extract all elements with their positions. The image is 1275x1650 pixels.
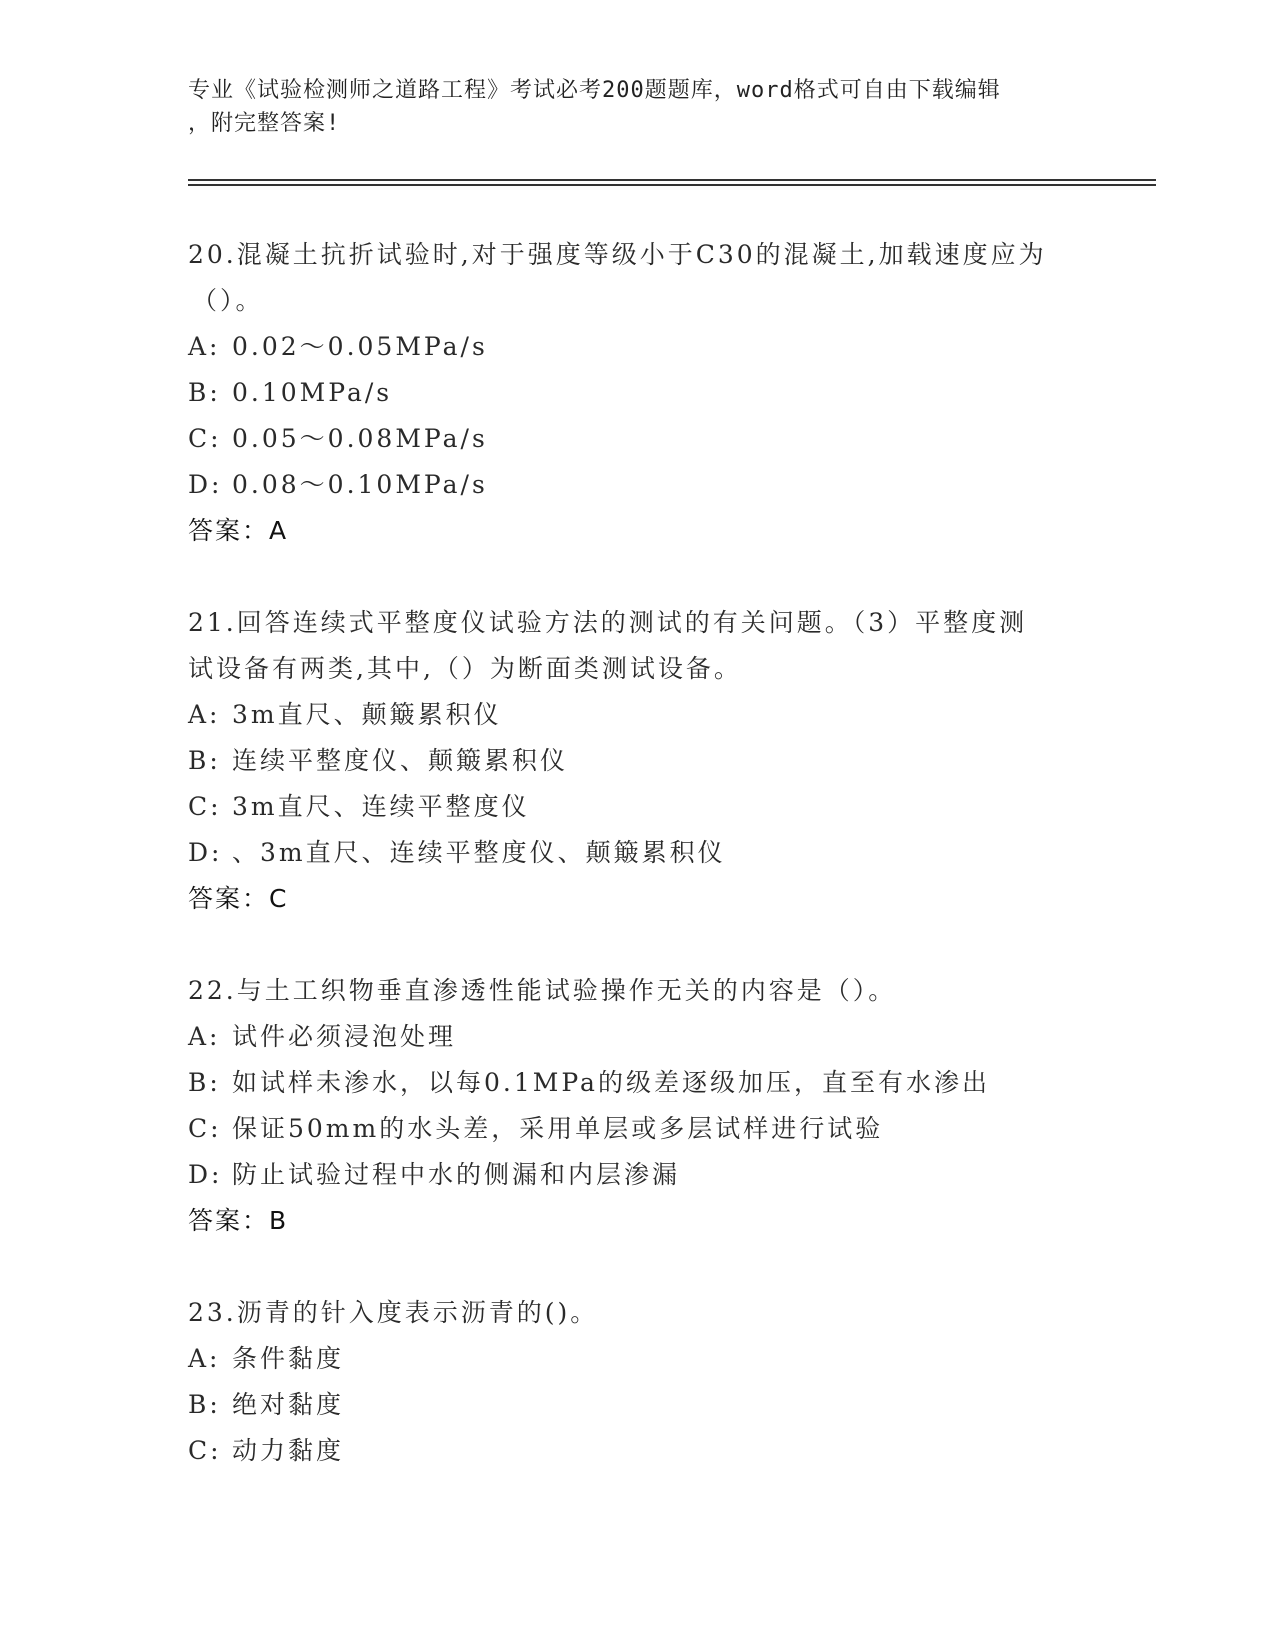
option-text: 保证50mm的水头差，采用单层或多层试样进行试验: [232, 1114, 884, 1143]
option-key: B:: [188, 1390, 221, 1419]
option-text: 0.05～0.08MPa/s: [232, 424, 488, 453]
option-text: 3m直尺、连续平整度仪: [232, 792, 530, 821]
option-text: 绝对黏度: [232, 1390, 345, 1419]
option-a: [188, 1336, 1088, 1382]
document-header: [188, 74, 1088, 140]
answer-line: 答案：C: [188, 884, 289, 913]
option-b: [188, 370, 1088, 416]
option-a: [188, 692, 1088, 738]
option-text: 动力黏度: [232, 1436, 345, 1465]
option-d: [188, 1152, 1088, 1198]
option-a: [188, 324, 1088, 370]
option-text: 连续平整度仪、颠簸累积仪: [232, 746, 569, 775]
question-stem-continued: 试设备有两类,其中,（）为断面类测试设备。: [188, 654, 742, 683]
option-key: C:: [188, 792, 222, 821]
option-d: [188, 830, 1088, 876]
option-key: A:: [188, 1022, 221, 1051]
option-c: [188, 784, 1088, 830]
question-21: [188, 600, 1088, 922]
option-text: 3m直尺、颠簸累积仪: [232, 700, 502, 729]
option-key: A:: [188, 332, 221, 361]
header-divider-top: [188, 179, 1156, 181]
option-c: [188, 1106, 1088, 1152]
option-text: 0.02～0.05MPa/s: [232, 332, 488, 361]
answer-line: 答案：A: [188, 516, 289, 545]
question-stem: 22.与土工织物垂直渗透性能试验操作无关的内容是（）。: [188, 976, 897, 1005]
option-text: 0.10MPa/s: [232, 378, 393, 407]
option-b: [188, 1060, 1088, 1106]
question-23: [188, 1290, 1088, 1474]
option-key: D:: [188, 838, 223, 867]
question-22: [188, 968, 1088, 1244]
question-stem-continued: （）。: [192, 286, 264, 315]
question-20: [188, 232, 1088, 554]
option-text: 如试样未渗水，以每0.1MPa的级差逐级加压，直至有水渗出: [232, 1068, 990, 1097]
header-line-1: 专业《试验检测师之道路工程》考试必考200题题库，word格式可自由下载编辑: [188, 78, 1001, 103]
option-key: C:: [188, 1436, 222, 1465]
question-stem: 20.混凝土抗折试验时,对于强度等级小于C30的混凝土,加载速度应为: [188, 240, 1047, 269]
option-d: [188, 462, 1088, 508]
question-stem: 21.回答连续式平整度仪试验方法的测试的有关问题。（3）平整度测: [188, 608, 1028, 637]
option-text: 防止试验过程中水的侧漏和内层渗漏: [232, 1160, 681, 1189]
option-key: B:: [188, 1068, 221, 1097]
header-divider-bottom: [188, 184, 1156, 186]
option-key: A:: [188, 1344, 221, 1373]
option-a: [188, 1014, 1088, 1060]
option-text: 0.08～0.10MPa/s: [232, 470, 488, 499]
option-key: D:: [188, 1160, 223, 1189]
answer-line: 答案：B: [188, 1206, 289, 1235]
option-c: [188, 1428, 1088, 1474]
header-line-2: ，附完整答案!: [188, 111, 341, 136]
option-text: 、3m直尺、连续平整度仪、颠簸累积仪: [232, 838, 726, 867]
option-key: C:: [188, 1114, 222, 1143]
option-b: [188, 738, 1088, 784]
option-c: [188, 416, 1088, 462]
option-key: B:: [188, 378, 221, 407]
question-stem: 23.沥青的针入度表示沥青的()。: [188, 1298, 599, 1327]
option-key: A:: [188, 700, 221, 729]
option-key: D:: [188, 470, 223, 499]
option-key: C:: [188, 424, 222, 453]
option-key: B:: [188, 746, 221, 775]
option-text: 试件必须浸泡处理: [232, 1022, 457, 1051]
option-b: [188, 1382, 1088, 1428]
option-text: 条件黏度: [232, 1344, 345, 1373]
